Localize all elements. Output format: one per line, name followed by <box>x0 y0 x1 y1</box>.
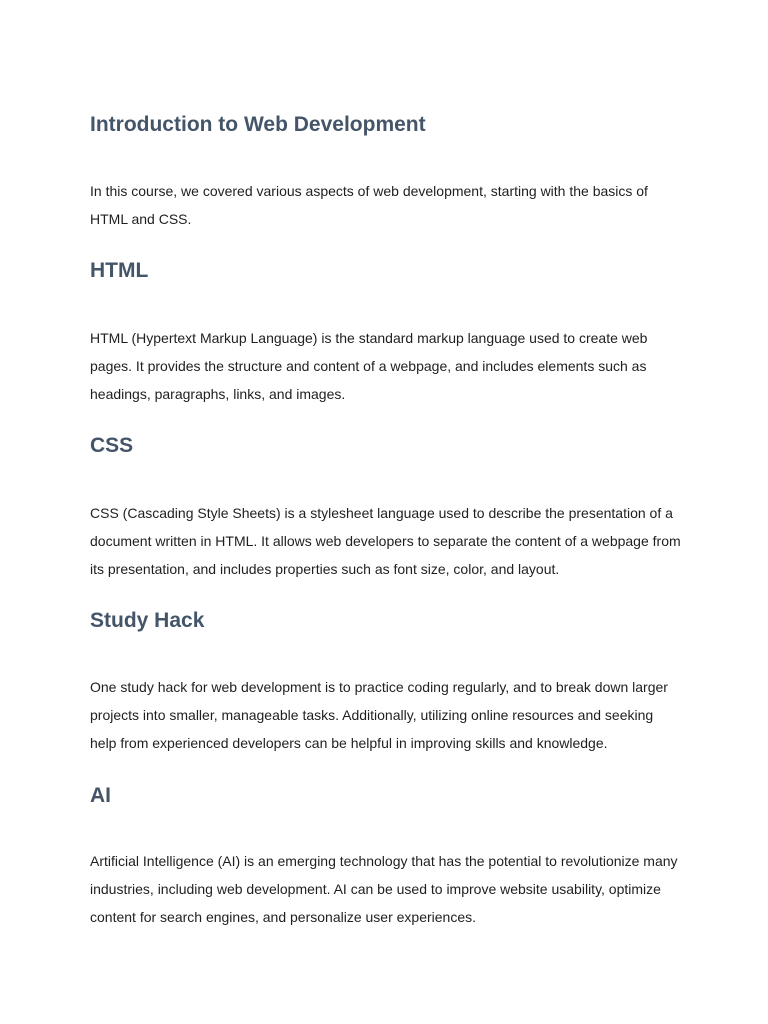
section-body-introduction: In this course, we covered various aspects of web development, starting with the basics of HTML and CSS. <box>90 183 648 227</box>
section-body-study-hack: One study hack for web development is to practice coding regularly, and to break down larger projects into smaller, manageable tasks. Additionally, utilizing online resources and seeking help from experienced developers can be helpful in improving skills and knowledge. <box>90 679 668 751</box>
section-heading-css: CSS <box>90 434 134 457</box>
section-heading-introduction: Introduction to Web Development <box>90 113 426 136</box>
section-body-css: CSS (Cascading Style Sheets) is a stylesheet language used to describe the presentation of a document written in HTML. It allows web developers to separate the content of a webpage from its presentation, and includes properties such as font size, color, and layout. <box>90 505 681 577</box>
section-body-ai: Artificial Intelligence (AI) is an emerging technology that has the potential to revolutionize many industries, including web development. AI can be used to improve website usability, optimize content for search engines, and personalize user experiences. <box>90 853 678 925</box>
section-heading-study-hack: Study Hack <box>90 609 205 632</box>
section-body-html: HTML (Hypertext Markup Language) is the standard markup language used to create web pages. It provides the structure and content of a webpage, and includes elements such as headings, paragraphs, links, and images. <box>90 330 648 402</box>
section-heading-html: HTML <box>90 259 149 282</box>
section-heading-ai: AI <box>90 784 111 807</box>
